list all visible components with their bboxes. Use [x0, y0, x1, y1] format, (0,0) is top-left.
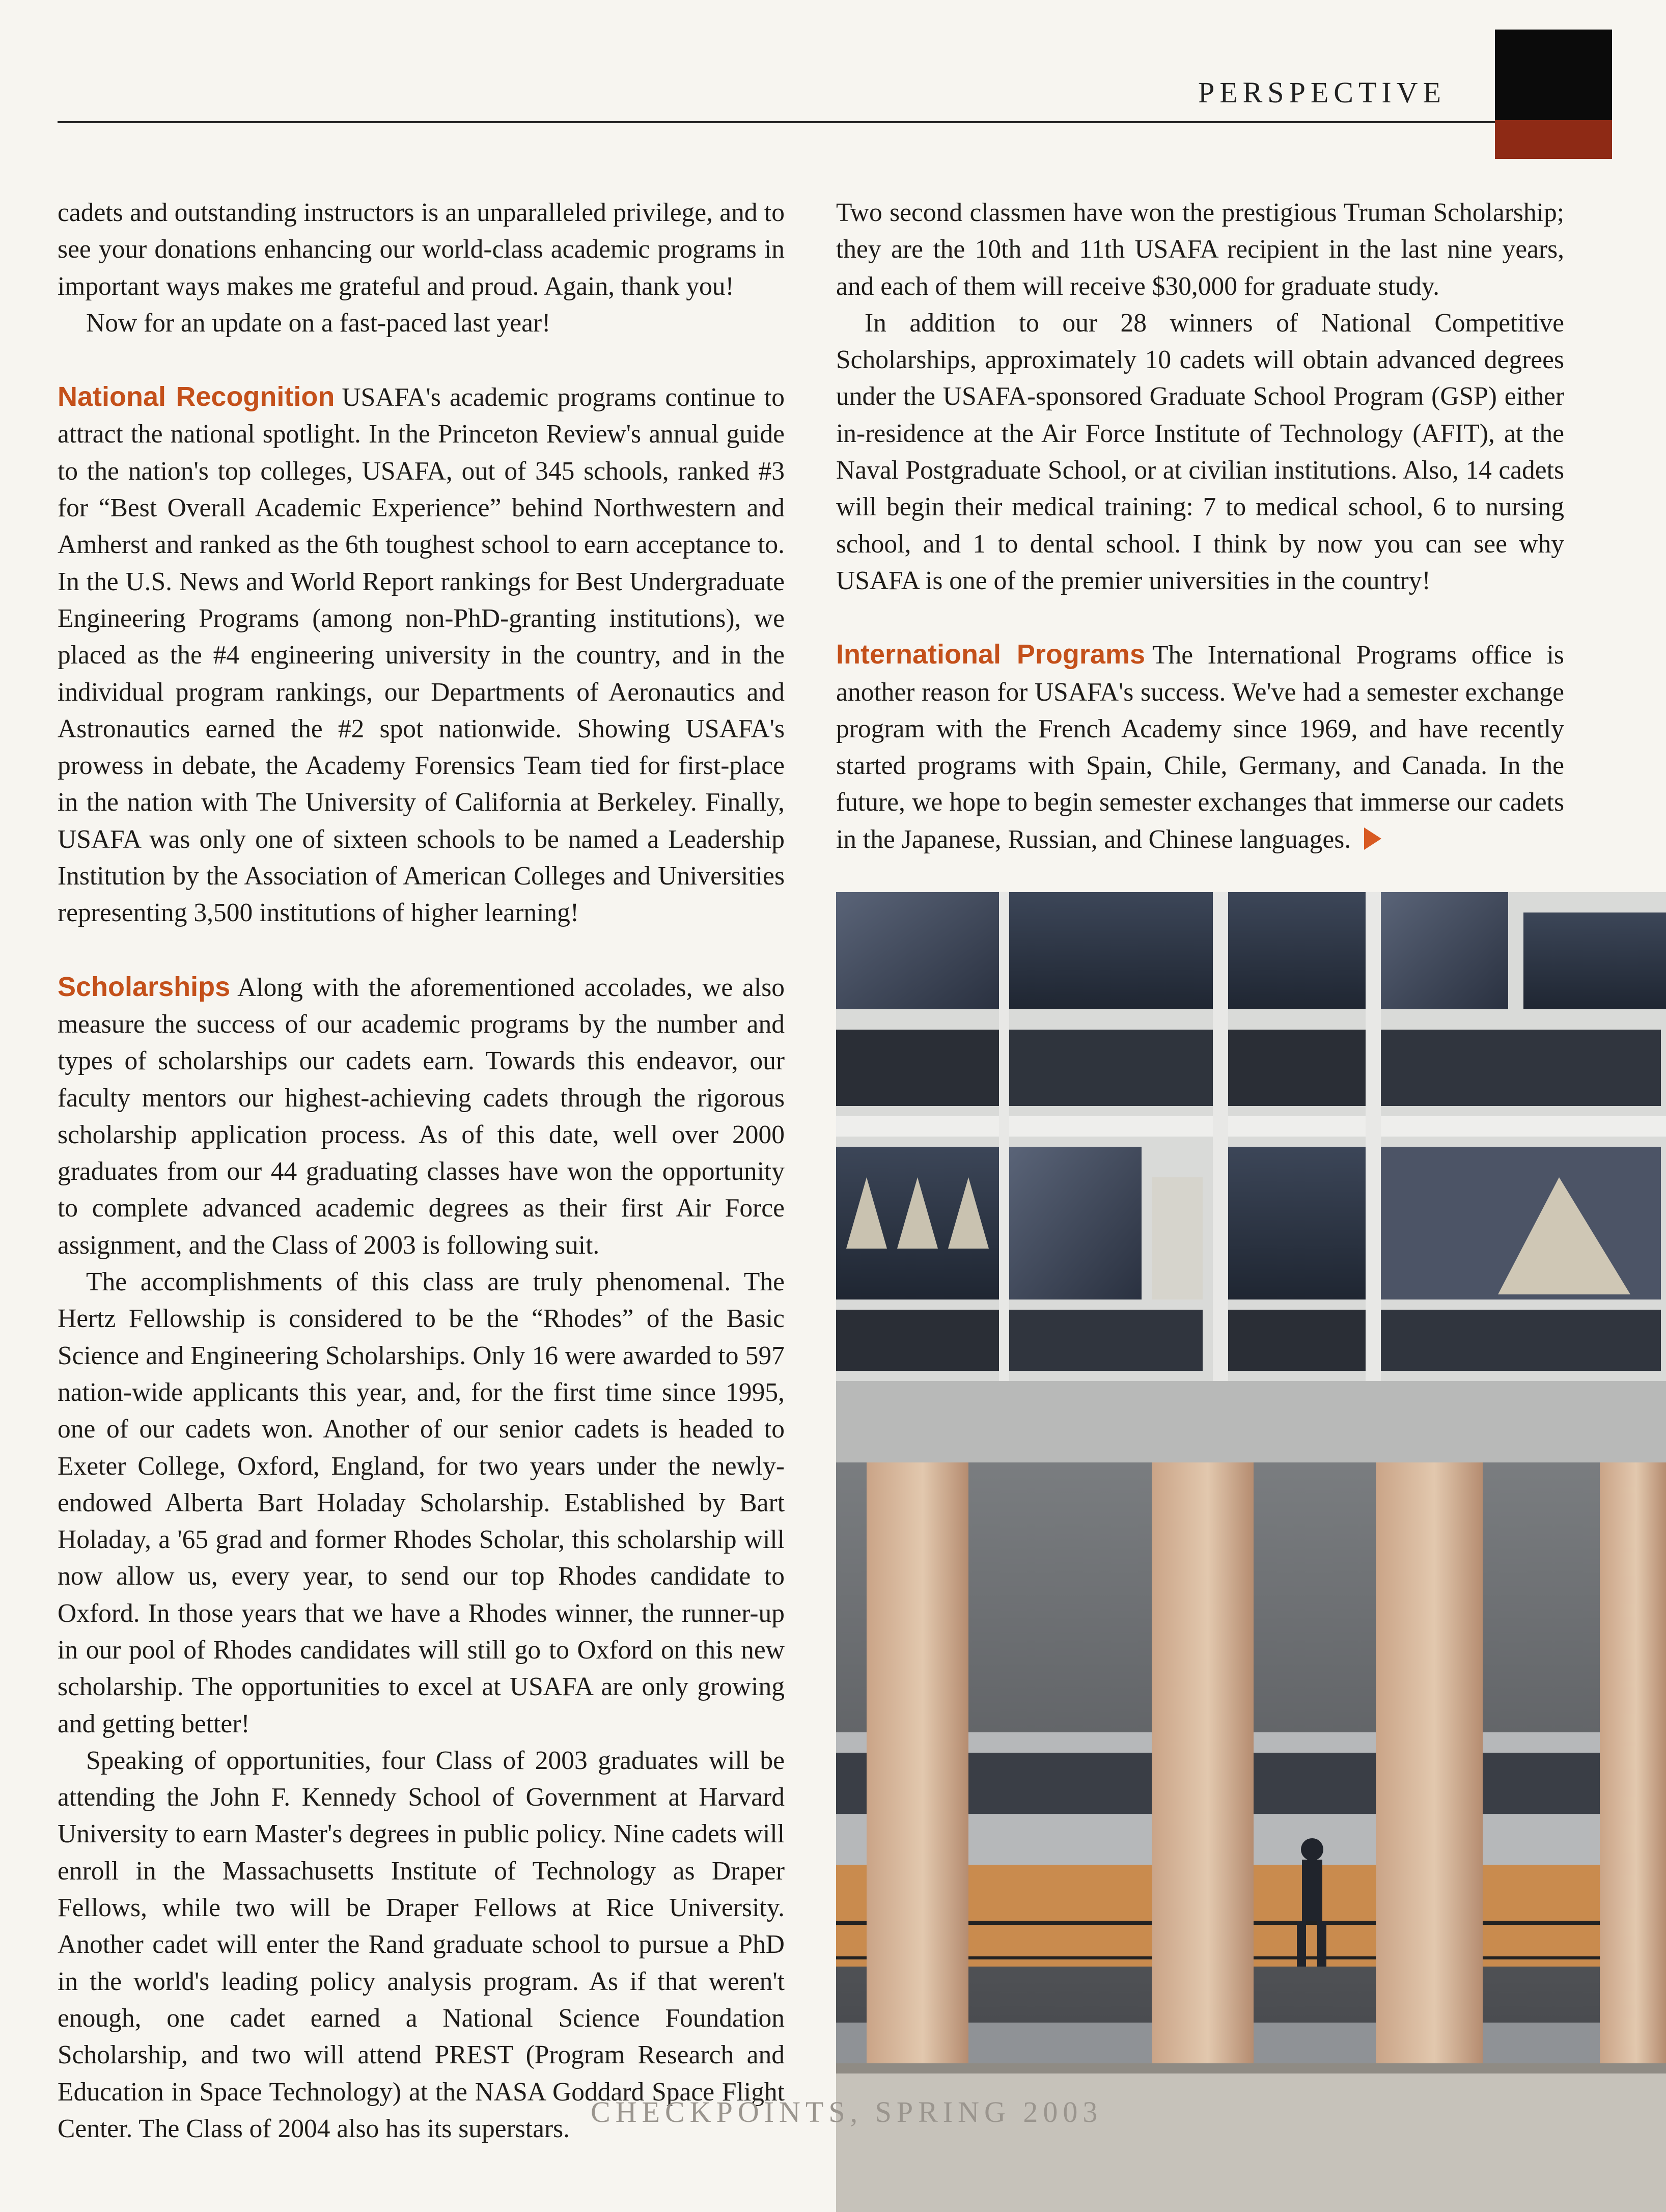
building-photo	[836, 892, 1666, 2212]
left-column	[58, 195, 785, 2147]
middle-window-row	[836, 1147, 1661, 1371]
national-recognition-section	[58, 378, 785, 931]
intro-paragraph: cadets and outstanding instructors is an unparalleled privilege, and to see your donations enhancing our world-class academic programs in important ways makes me grateful and proud. Again, thank you!	[58, 198, 785, 301]
hertz-paragraph: The accomplishments of this class are truly phenomenal. The Hertz Fellowship is considered to be the “Rhodes” of the Basic Science and Engineering Scholarships. Only 16 were awarded to 597 nation-wide applicants this year, and, for the first time since 1995, one of our cadets won. Another of our senior cadets is headed to Exeter College, Oxford, England, for two years under the newly-endowed Alberta Bart Holaday Scholarship. Established by Bart Holaday, a '65 grad and former Rhodes Scholar, this scholarship will now allow us, every year, to send our top Rhodes candidate to Oxford. In those years that we have a Rhodes winner, the runner-up in our pool of Rhodes candidates will still go to Oxford on this new scholarship. The opportunities to excel at USAFA are only growing and getting better!	[58, 1267, 785, 1738]
update-paragraph: Now for an update on a fast-paced last year!	[86, 308, 551, 338]
corner-tab-stripe	[1495, 120, 1612, 159]
footer-publication: CHECKPOINTS, SPRING 2003	[591, 2095, 1103, 2128]
opportunities-paragraph: Speaking of opportunities, four Class of 2003 graduates will be attending the John F. Kennedy School of Government at Harvard University to earn Master's degrees in public policy. Nine cadets will enroll in the Massachusetts Institute of Technology as Draper Fellows, while two will be Draper Fellows at Rice University. Another cadet will enter the Rand graduate school to pursue a PhD in the world's leading policy analysis program. As if that weren't enough, one cadet earned a National Science Foundation Scholarship, and two will attend PREST (Program Research and Education in Space Technology) at the NASA Goddard Space Flight Center. The Class of 2004 also has its superstars.	[58, 1746, 785, 2143]
scholarships-text: Along with the aforementioned accolades, we also measure the success of our academic programs by the number and types of scholarships our cadets earn. Towards this endeavor, our faculty mentors our highest-achieving cadets through the rigorous scholarship application process. As of this date, well over 2000 graduates from our 44 graduating classes have won the opportunity to complete advanced academic degrees as their first Air Force assignment, and the Class of 2003 is following suit.	[58, 973, 785, 1260]
scholarships-heading: Scholarships	[58, 971, 231, 1002]
continue-arrow-icon	[1364, 827, 1381, 850]
right-column	[836, 195, 1564, 858]
national-recognition-heading: National Recognition	[58, 381, 335, 412]
scholarships-section	[58, 969, 785, 1264]
upper-window-row	[836, 892, 1666, 1106]
competitive-scholarships-paragraph: In addition to our 28 winners of National Competitive Scholarships, approximately 10 cadets will obtain advanced degrees under the USAFA-sponsored Graduate School Program (GSP) either in-residence at the Air Force Institute of Technology (AFIT), at the Naval Postgraduate School, or at civilian institutions. Also, 14 cadets will begin their medical training: 7 to medical school, 6 to nursing school, and 1 to dental school. I think by now you can see why USAFA is one of the premier universities in the country!	[836, 308, 1564, 595]
international-programs-text: The International Programs office is another reason for USAFA's success. We've had a semester exchange program with the French Academy since 1969, and have recently started programs with Spain, Chile, Germany, and Canada. In the future, we hope to begin semester exchanges that immerse our cadets in the Japanese, Russian, and Chinese languages.	[836, 641, 1564, 854]
international-programs-section	[836, 636, 1564, 858]
header-rule	[58, 121, 1520, 123]
truman-paragraph: Two second classmen have won the prestigious Truman Scholarship; they are the 10th and 11th USAFA recipient in the last nine years, and each of them will receive $30,000 for graduate study.	[836, 198, 1564, 301]
section-label: PERSPECTIVE	[1198, 76, 1446, 109]
international-programs-heading: International Programs	[836, 639, 1145, 670]
corner-tab-block	[1495, 30, 1612, 120]
national-recognition-text: USAFA's academic programs continue to attract the national spotlight. In the Princeton Review's annual guide to the nation's top colleges, USAFA, out of 345 schools, ranked #3 for “Best Overall Academic Experience” behind Northwestern and Amherst and ranked as the 6th toughest school to earn acceptance to. In the U.S. News and World Report rankings for Best Undergraduate Engineering Programs (among non-PhD-granting institutions), we placed as the #4 engineering university in the country, and in the individual program rankings, our Departments of Aeronautics and Astronautics earned the #2 spot nationwide. Showing USAFA's prowess in debate, the Academy Forensics Team tied for first-place in the nation with The University of California at Berkeley. Finally, USAFA was only one of sixteen schools to be named a Leadership Institution by the Association of American Colleges and Universities representing 3,500 institutions of higher learning!	[58, 383, 785, 928]
